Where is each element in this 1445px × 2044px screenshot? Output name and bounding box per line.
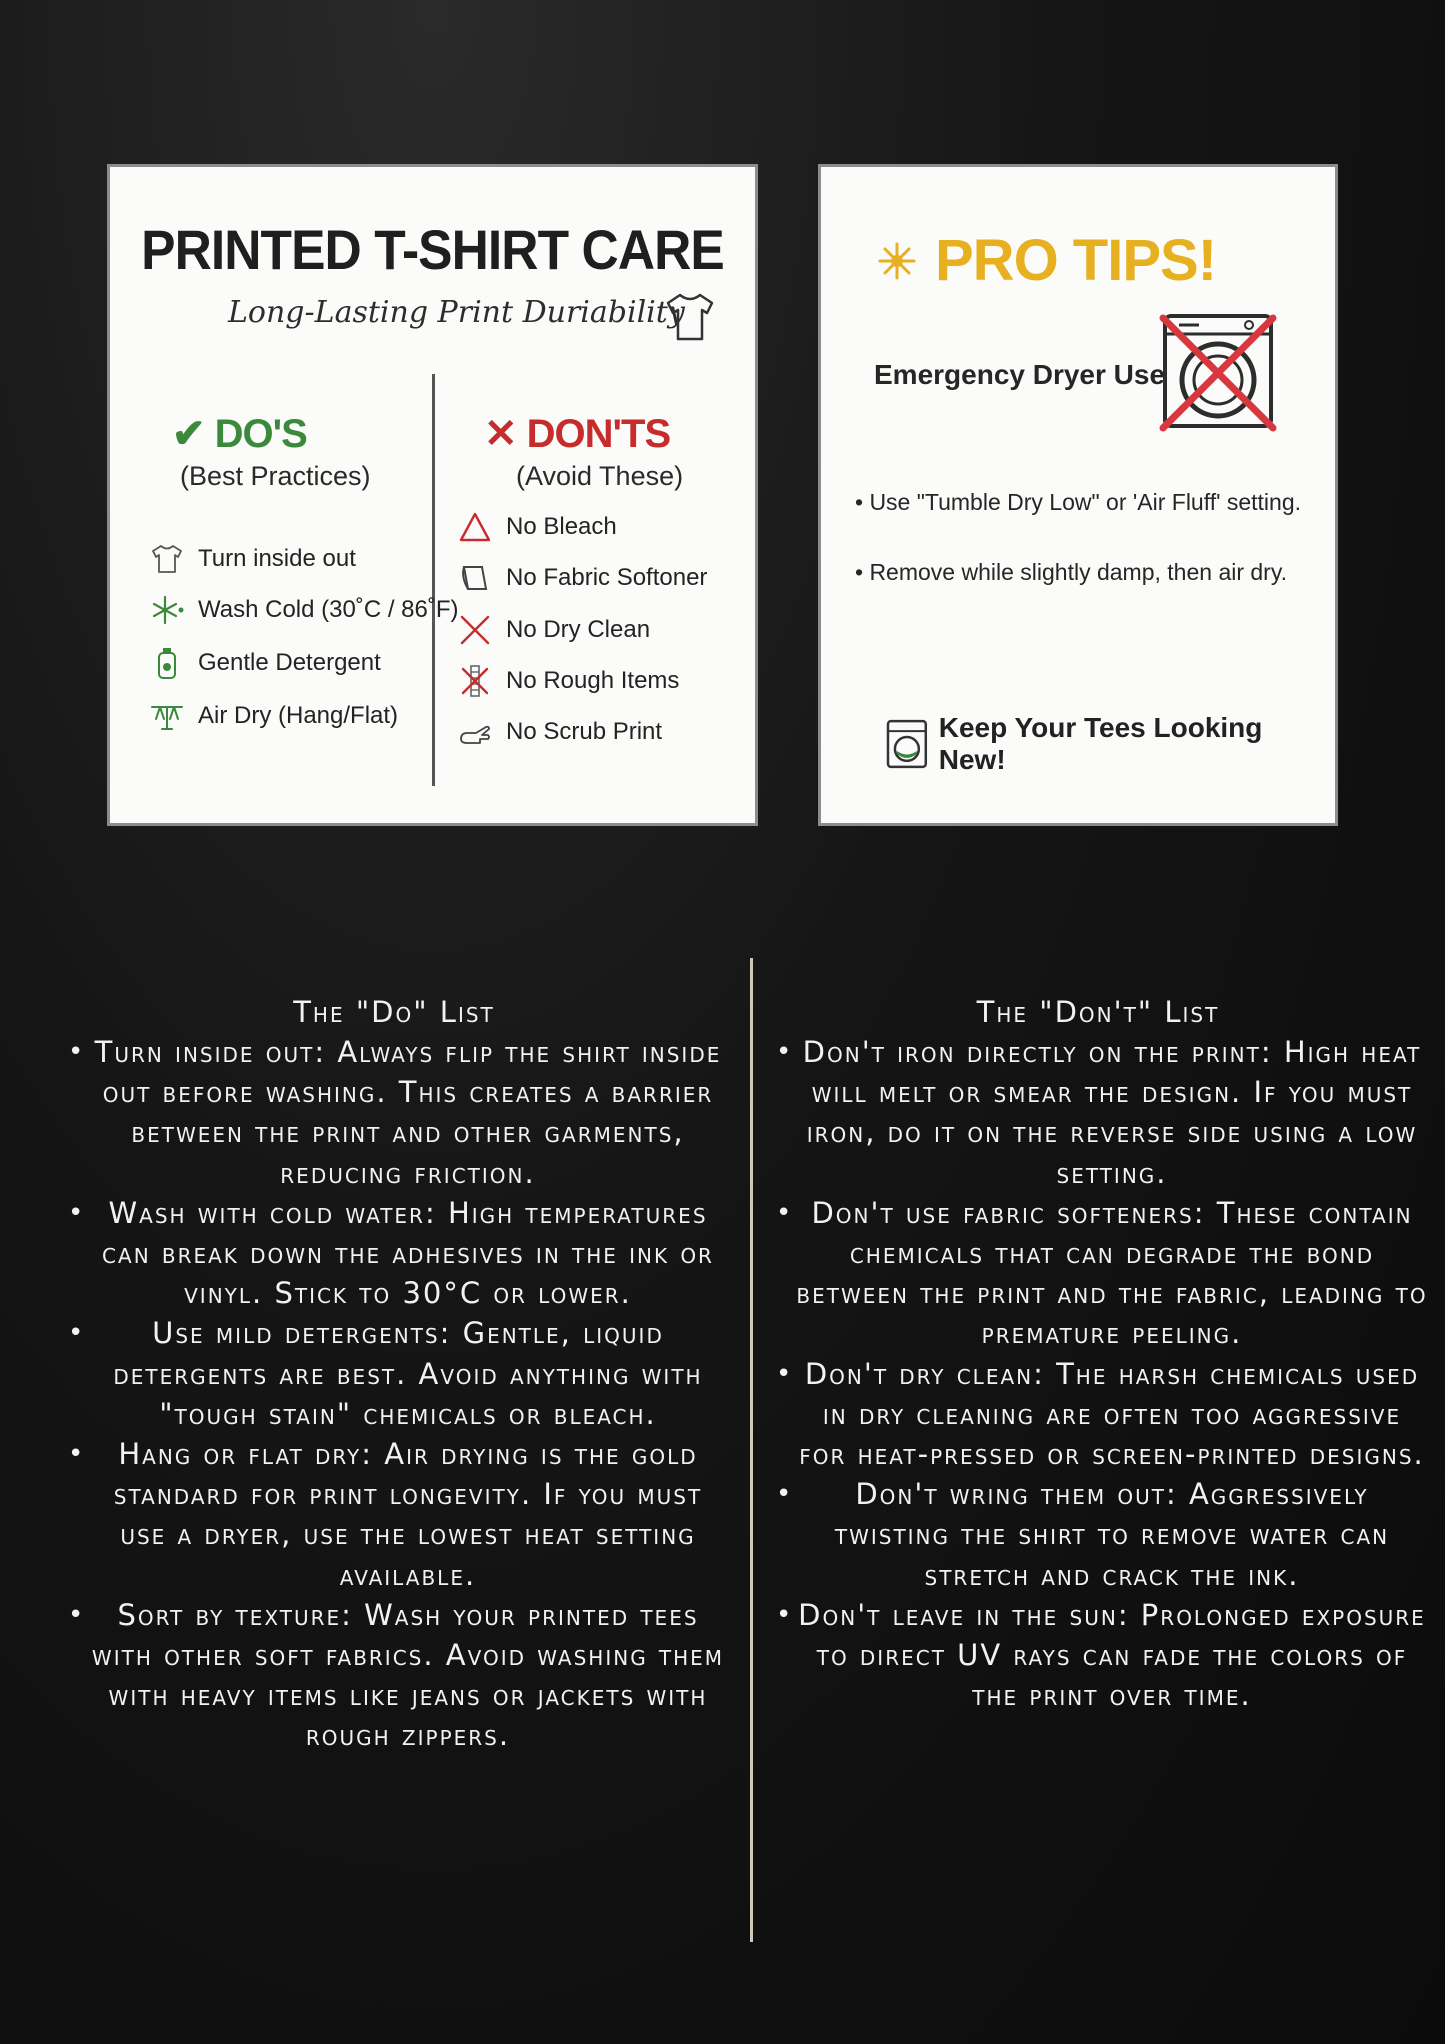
triangle-warning-icon (458, 510, 492, 544)
dos-heading: ✔ DO'S (172, 412, 307, 456)
dont-list-item: • Don't wring them out: Aggressively twisting the shirt to remove water can stretch and crack the ink. (794, 1474, 1430, 1595)
dont-list-item: • Don't use fabric softeners: These contain chemicals that can degrade the bond between the print and the fabric, leading to premature peeling. (794, 1193, 1430, 1354)
pro-tips-title (877, 227, 1216, 294)
scrub-hand-icon (458, 715, 492, 749)
pro-tips-title-text: PRO TIPS! (935, 228, 1217, 293)
dont-item-label: No Fabric Softoner (506, 564, 708, 591)
dont-item-label: No Rough Items (506, 667, 680, 694)
do-list-item: • Turn inside out: Always flip the shirt inside out before washing. This creates a barrier between the print and other garments, reducing friction. (86, 1032, 730, 1193)
fabric-softener-icon (458, 561, 492, 595)
pro-tip-item: • Remove while slightly damp, then air dry. (855, 559, 1288, 585)
do-item (150, 542, 356, 576)
do-item (150, 699, 398, 733)
dont-list-item: • Don't dry clean: The harsh chemicals used in dry cleaning are often too aggressive for heat-pressed or screen-printed designs. (794, 1354, 1430, 1475)
do-list-item: • Sort by texture: Wash your printed tees with other soft fabrics. Avoid washing them with heavy items like jeans or jackets with rough zippers. (86, 1595, 730, 1756)
pro-tip-item: • Use "Tumble Dry Low" or 'Air Fluff' setting. (855, 489, 1302, 515)
donts-subheading: (Avoid These) (516, 461, 684, 491)
no-dryer-icon (1159, 310, 1277, 432)
do-item (150, 593, 459, 627)
washing-machine-icon (885, 718, 929, 770)
dont-item-label: No Scrub Print (506, 718, 663, 745)
do-list-heading: The "Do" List (293, 995, 495, 1029)
lists-divider (750, 958, 753, 1942)
care-infographic-card (107, 164, 758, 826)
dont-item (458, 664, 679, 698)
donts-heading: ✕ DON'TS (484, 412, 671, 456)
dont-list-item: • Don't leave in the sun: Prolonged exposure to direct UV rays can fade the colors of the print over time. (794, 1595, 1430, 1716)
care-card-title: PRINTED T-SHIRT CARE (141, 218, 724, 281)
dont-item-label: No Dry Clean (506, 616, 651, 643)
column-divider (432, 374, 435, 786)
care-card-subtitle: Long-Lasting Print Duriability (228, 295, 685, 330)
detergent-bottle-icon (150, 646, 184, 680)
do-list-item: • Wash with cold water: High temperatures can break down the adhesives in the ink or vinyl. Stick to 30°C or lower. (86, 1193, 730, 1314)
do-item-label: Air Dry (Hang/Flat) (198, 702, 399, 729)
dos-subheading: (Best Practices) (180, 461, 371, 491)
emergency-dryer-label: Emergency Dryer Use (874, 359, 1166, 390)
sparkle-icon (877, 241, 917, 281)
dont-list-heading: The "Don't" List (976, 995, 1220, 1029)
pro-tips-card (818, 164, 1338, 826)
do-item-label: Turn inside out (198, 545, 356, 572)
clothesline-icon (150, 699, 184, 733)
tshirt-icon (662, 291, 718, 343)
pro-tips-footer (885, 712, 1335, 776)
do-list-item: • Use mild detergents: Gentle, liquid detergents are best. Avoid anything with "tough stain" chemicals or bleach. (86, 1313, 730, 1434)
dont-item-label: No Bleach (506, 513, 617, 540)
pro-tips-footer-text: Keep Your Tees Looking New! (938, 712, 1263, 775)
dont-list-section (766, 992, 1430, 1715)
do-item (150, 646, 381, 680)
do-item-label: Wash Cold (30˚C / 86˚F) (198, 596, 459, 623)
dont-item (458, 715, 662, 749)
dont-item (458, 613, 650, 647)
dont-item (458, 561, 707, 595)
do-list-item: • Hang or flat dry: Air drying is the gold standard for print longevity. If you must use a dryer, use the lowest heat setting available. (86, 1434, 730, 1595)
tshirt-icon (150, 542, 184, 576)
zipper-cross-icon (458, 664, 492, 698)
x-mark-icon (458, 613, 492, 647)
snowflake-icon (150, 593, 184, 627)
do-item-label: Gentle Detergent (198, 649, 381, 676)
dont-item (458, 510, 617, 544)
do-list-section (58, 992, 730, 1756)
dont-list-item: • Don't iron directly on the print: High heat will melt or smear the design. If you must iron, do it on the reverse side using a low setting. (794, 1032, 1430, 1193)
